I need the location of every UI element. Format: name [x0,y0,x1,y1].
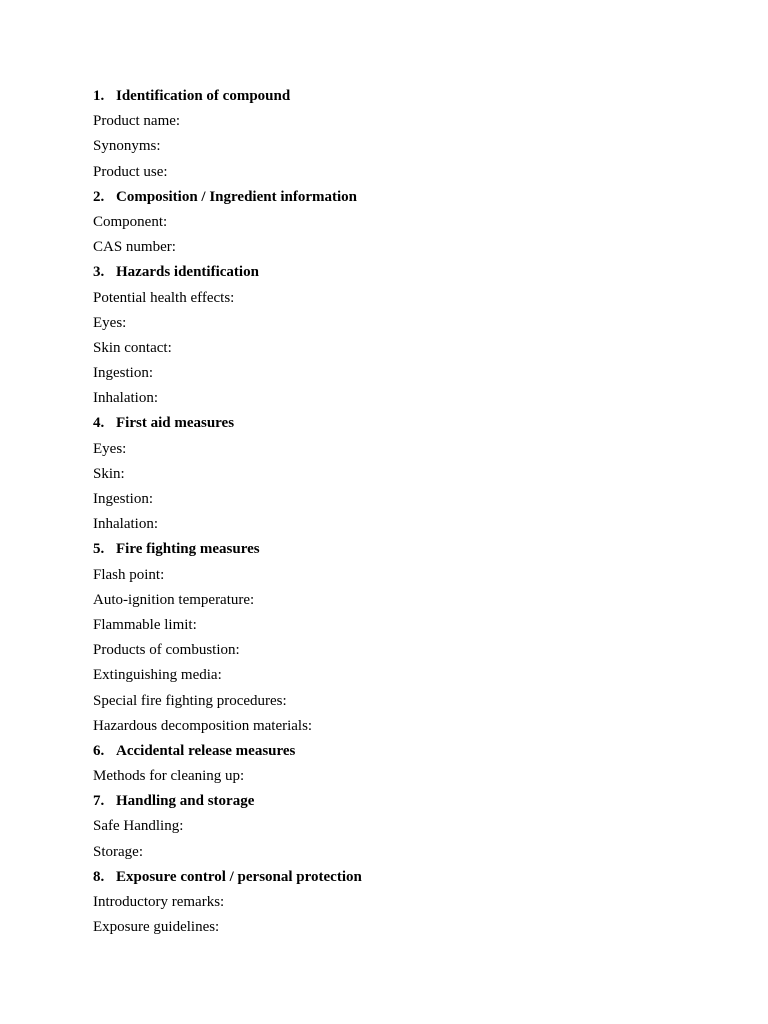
field-label: Methods for cleaning up: [93,768,245,785]
field-label: Inhalation: [93,516,158,533]
document-page [93,84,713,940]
section-number: 1. [93,88,105,104]
section-number: 8. [93,868,105,885]
field-label: Auto-ignition temperature: [93,591,255,608]
section-number: 5. [93,541,105,558]
section-heading [93,865,713,890]
field-label: Extinguishing media: [93,667,222,684]
section-title: Composition / Ingredient information [116,188,357,205]
section-title: First aid measures [116,415,235,432]
field-label: Exposure guidelines: [93,919,220,936]
field-label: Safe Handling: [93,818,184,835]
field-label: Ingestion: [93,491,153,507]
section-heading [93,411,713,436]
field-label: Skin: [93,465,125,482]
field-label: Synonyms: [93,138,161,155]
section-heading [93,537,713,562]
field-label: Eyes: [93,314,127,331]
section-heading [93,789,713,814]
section-title: Accidental release measures [116,742,296,759]
field-label: Eyes: [93,440,127,457]
field-label: Product use: [93,163,168,180]
section-number: 2. [93,188,105,205]
field-label: CAS number: [93,239,176,256]
section-heading [93,739,713,764]
section-title: Handling and storage [116,793,255,810]
field-label: Flash point: [93,566,165,583]
section-number: 6. [93,742,105,759]
section-title: Identification of compound [116,88,291,104]
field-label: Skin contact: [93,339,172,356]
section-heading [93,185,713,210]
section-number: 3. [93,264,105,281]
field-label: Flammable limit: [93,616,197,633]
field-label: Potential health effects: [93,289,235,306]
field-label: Introductory remarks: [93,894,225,910]
section-number: 4. [93,415,105,432]
section-title: Hazards identification [116,264,259,281]
field-label: Component: [93,213,168,230]
section-heading [93,84,713,109]
section-title: Exposure control / personal protection [116,868,362,885]
section-number: 7. [93,793,105,810]
section-heading [93,260,713,285]
field-label: Hazardous decomposition materials: [93,717,313,734]
section-title: Fire fighting measures [116,541,260,558]
field-label: Storage: [93,843,143,860]
field-label: Product name: [93,113,181,130]
field-label: Inhalation: [93,390,158,407]
field-label: Special fire fighting procedures: [93,692,287,709]
field-label: Ingestion: [93,365,153,382]
field-label: Products of combustion: [93,642,240,659]
